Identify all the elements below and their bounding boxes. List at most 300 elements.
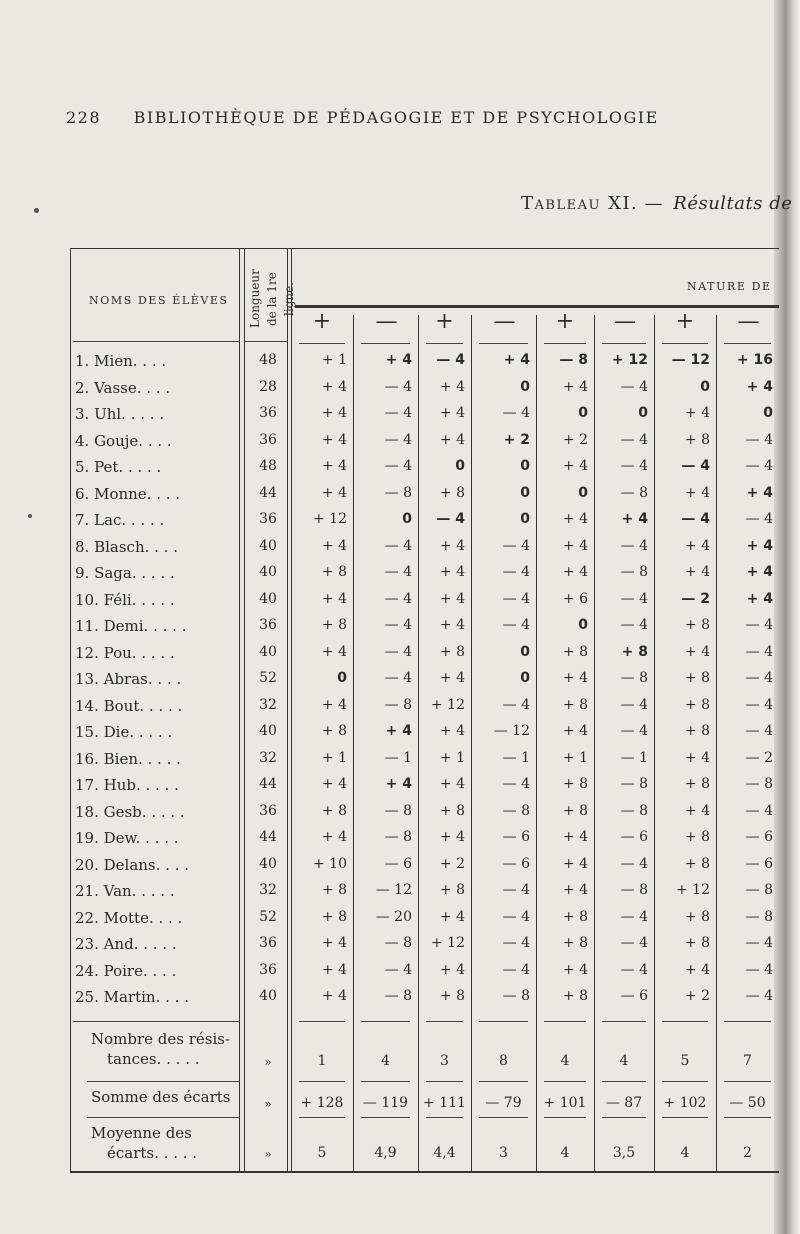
summary-value: 5 xyxy=(317,1144,327,1161)
sign-underline xyxy=(602,343,646,344)
deviation-value: — 8 xyxy=(502,802,530,819)
summary-value: 7 xyxy=(743,1052,752,1069)
summary-separator xyxy=(426,1081,463,1082)
page-number: 228 xyxy=(66,108,102,127)
column-rule xyxy=(594,315,595,1171)
deviation-value: — 2 xyxy=(745,749,773,766)
deviation-value: 0 xyxy=(520,511,530,527)
line-length-value: 36 xyxy=(259,802,277,819)
deviation-value: + 2 xyxy=(439,855,465,872)
summary-separator xyxy=(544,1081,586,1082)
student-name: 8. Blasch. . . . xyxy=(75,537,178,556)
summary-value: — 79 xyxy=(485,1094,522,1111)
line-length-value: 36 xyxy=(259,511,277,527)
deviation-value: — 4 xyxy=(745,802,773,819)
deviation-value: 0 xyxy=(578,405,588,421)
column-rule xyxy=(716,315,717,1171)
nature-group-bar xyxy=(295,305,779,308)
deviation-value: — 4 xyxy=(745,643,773,660)
deviation-value: + 4 xyxy=(684,537,710,554)
deviation-value: + 4 xyxy=(321,405,347,421)
student-name: 12. Pou. . . . . xyxy=(75,643,175,662)
summary-separator xyxy=(662,1081,708,1082)
student-name: 6. Monne. . . . xyxy=(75,484,181,503)
deviation-value: + 4 xyxy=(439,537,465,554)
deviation-value: — 4 xyxy=(502,776,530,792)
summary-separator xyxy=(299,1021,345,1022)
column-rule xyxy=(353,315,354,1171)
deviation-value: + 4 xyxy=(621,511,648,527)
deviation-value: + 12 xyxy=(431,696,465,713)
deviation-value: — 4 xyxy=(681,458,710,474)
deviation-value: — 4 xyxy=(681,511,710,527)
names-column-header: NOMS DES ÉLÈVES xyxy=(89,294,229,307)
deviation-value: — 4 xyxy=(745,935,773,951)
summary-separator xyxy=(479,1117,528,1118)
header-rule xyxy=(244,341,287,342)
summary-value: + 128 xyxy=(300,1094,344,1111)
line-length-value: 36 xyxy=(259,961,277,978)
deviation-value: + 8 xyxy=(321,617,347,633)
student-name: 4. Gouje. . . . xyxy=(75,431,172,450)
deviation-value: 0 xyxy=(520,484,530,501)
student-name: 22. Motte. . . . xyxy=(75,908,183,927)
student-name: 19. Dew. . . . . xyxy=(75,829,179,847)
summary-separator xyxy=(544,1021,586,1022)
deviation-value: — 8 xyxy=(502,988,530,1004)
column-rule xyxy=(471,315,472,1171)
deviation-value: + 4 xyxy=(684,643,710,660)
summary-value: 4 xyxy=(680,1144,690,1161)
summary-separator xyxy=(479,1021,528,1022)
student-name: 3. Uhl. . . . . xyxy=(75,405,165,423)
deviation-value: — 1 xyxy=(502,749,530,766)
line-length-value: 40 xyxy=(259,723,277,739)
summary-separator xyxy=(724,1021,771,1022)
deviation-value: + 4 xyxy=(562,723,588,739)
line-length-value: 36 xyxy=(259,431,277,448)
deviation-value: — 8 xyxy=(559,352,588,368)
deviation-value: + 8 xyxy=(321,802,347,819)
student-name: 7. Lac. . . . . xyxy=(75,511,165,529)
sign-header: + xyxy=(675,309,695,334)
deviation-value: + 4 xyxy=(439,908,465,925)
deviation-value: + 16 xyxy=(736,352,773,368)
deviation-value: + 8 xyxy=(684,776,710,792)
line-length-value: 32 xyxy=(259,882,277,898)
deviation-value: — 4 xyxy=(620,723,648,739)
deviation-value: + 12 xyxy=(313,511,347,527)
deviation-value: 0 xyxy=(402,511,412,527)
deviation-value: — 4 xyxy=(745,511,773,527)
deviation-value: — 4 xyxy=(620,696,648,713)
sign-underline xyxy=(361,343,410,344)
student-name: 16. Bien. . . . . xyxy=(75,749,181,768)
summary-label: écarts. . . . . xyxy=(107,1143,198,1162)
sign-underline xyxy=(479,343,528,344)
deviation-value: + 4 xyxy=(562,537,588,554)
deviation-value: — 4 xyxy=(384,961,412,978)
deviation-value: + 1 xyxy=(562,749,588,766)
deviation-value: + 4 xyxy=(562,378,588,395)
summary-separator xyxy=(724,1117,771,1118)
summary-value: 4 xyxy=(560,1052,570,1069)
summary-value: — 50 xyxy=(729,1094,766,1111)
deviation-value: + 12 xyxy=(431,935,465,951)
deviation-value: — 4 xyxy=(384,670,412,686)
length-column-header: Longueur de la 1re ligne. xyxy=(248,269,296,329)
summary-length-mark: » xyxy=(264,1054,272,1069)
deviation-value: — 8 xyxy=(620,802,648,819)
line-length-value: 36 xyxy=(259,935,277,951)
deviation-value: + 4 xyxy=(562,670,588,686)
sign-header: — xyxy=(375,309,398,334)
deviation-value: — 4 xyxy=(620,537,648,554)
deviation-value: + 12 xyxy=(676,882,710,898)
deviation-value: + 4 xyxy=(321,961,347,978)
deviation-value: + 12 xyxy=(611,352,648,368)
summary-separator xyxy=(73,1021,239,1022)
deviation-value: — 12 xyxy=(671,352,710,368)
deviation-value: — 4 xyxy=(620,458,648,474)
sign-underline xyxy=(299,343,345,344)
deviation-value: + 4 xyxy=(439,617,465,633)
deviation-value: + 4 xyxy=(439,776,465,792)
sign-header: + xyxy=(555,309,575,334)
deviation-value: + 4 xyxy=(321,988,347,1004)
summary-value: + 102 xyxy=(663,1094,707,1111)
deviation-value: + 4 xyxy=(321,378,347,395)
deviation-value: + 8 xyxy=(684,723,710,739)
deviation-value: + 4 xyxy=(321,935,347,951)
student-name: 1. Mien. . . . xyxy=(75,352,167,370)
sign-underline xyxy=(662,343,708,344)
deviation-value: + 6 xyxy=(562,590,588,607)
summary-separator xyxy=(602,1081,646,1082)
deviation-value: — 4 xyxy=(745,617,773,633)
sign-underline xyxy=(426,343,463,344)
summary-value: 1 xyxy=(317,1052,327,1069)
student-name: 10. Féli. . . . . xyxy=(75,590,175,609)
student-name: 23. And. . . . . xyxy=(75,935,177,953)
deviation-value: + 8 xyxy=(562,802,588,819)
summary-separator xyxy=(662,1021,708,1022)
deviation-value: + 4 xyxy=(684,405,710,421)
deviation-value: + 4 xyxy=(321,458,347,474)
deviation-value: + 8 xyxy=(321,723,347,739)
deviation-value: — 4 xyxy=(620,378,648,395)
deviation-value: + 2 xyxy=(562,431,588,448)
running-title: BIBLIOTHÈQUE DE PÉDAGOGIE ET DE PSYCHOLOGIE xyxy=(133,108,659,127)
summary-value: 4 xyxy=(560,1144,570,1161)
nature-column-header: NATURE DE xyxy=(687,280,772,293)
deviation-value: — 4 xyxy=(384,643,412,660)
summary-length-mark: » xyxy=(264,1096,272,1111)
deviation-value: — 8 xyxy=(384,829,412,845)
print-speck xyxy=(28,514,32,518)
table-caption xyxy=(521,193,792,214)
deviation-value: — 8 xyxy=(620,882,648,898)
sign-header: + xyxy=(312,309,332,334)
deviation-value: + 4 xyxy=(439,590,465,607)
deviation-value: + 4 xyxy=(321,590,347,607)
summary-value: 2 xyxy=(743,1144,752,1161)
line-length-value: 36 xyxy=(259,617,277,633)
summary-label: Moyenne des xyxy=(91,1123,192,1142)
summary-separator xyxy=(602,1021,646,1022)
deviation-value: 0 xyxy=(520,378,530,395)
deviation-value: — 20 xyxy=(375,908,412,925)
deviation-value: — 4 xyxy=(745,670,773,686)
deviation-value: — 8 xyxy=(620,564,648,580)
deviation-value: + 4 xyxy=(321,643,347,660)
deviation-value: + 8 xyxy=(684,855,710,872)
header-rule xyxy=(73,341,239,342)
deviation-value: + 4 xyxy=(684,564,710,580)
line-length-value: 40 xyxy=(259,590,277,607)
deviation-value: + 4 xyxy=(321,431,347,448)
deviation-value: + 4 xyxy=(439,405,465,421)
student-name: 2. Vasse. . . . xyxy=(75,378,171,397)
deviation-value: + 8 xyxy=(439,802,465,819)
deviation-value: — 4 xyxy=(502,617,530,633)
deviation-value: + 8 xyxy=(562,776,588,792)
deviation-value: + 4 xyxy=(684,749,710,766)
sign-header: + xyxy=(435,309,454,334)
line-length-value: 40 xyxy=(259,564,277,580)
deviation-value: — 8 xyxy=(745,882,773,898)
deviation-value: — 8 xyxy=(620,484,648,501)
deviation-value: + 8 xyxy=(321,564,347,580)
deviation-value: + 2 xyxy=(684,988,710,1004)
deviation-value: — 4 xyxy=(502,405,530,421)
deviation-value: 0 xyxy=(520,643,530,660)
deviation-value: — 4 xyxy=(502,882,530,898)
deviation-value: + 4 xyxy=(562,564,588,580)
deviation-value: — 6 xyxy=(502,829,530,845)
deviation-value: + 4 xyxy=(746,484,773,501)
summary-separator xyxy=(361,1117,410,1118)
line-length-value: 44 xyxy=(259,829,277,845)
student-name: 18. Gesb. . . . . xyxy=(75,802,185,821)
deviation-value: + 4 xyxy=(321,484,347,501)
summary-separator xyxy=(426,1021,463,1022)
deviation-value: + 8 xyxy=(439,484,465,501)
deviation-value: + 8 xyxy=(621,643,648,660)
line-length-value: 52 xyxy=(259,670,277,686)
deviation-value: + 4 xyxy=(746,537,773,554)
deviation-value: 0 xyxy=(455,458,465,474)
deviation-value: + 8 xyxy=(562,696,588,713)
deviation-value: + 4 xyxy=(439,378,465,395)
summary-separator xyxy=(361,1021,410,1022)
deviation-value: — 4 xyxy=(384,564,412,580)
deviation-value: + 8 xyxy=(321,908,347,925)
deviation-value: — 4 xyxy=(384,405,412,421)
summary-separator xyxy=(87,1117,239,1118)
sign-header: — xyxy=(737,309,760,334)
deviation-value: — 6 xyxy=(620,829,648,845)
deviation-value: + 4 xyxy=(439,670,465,686)
deviation-value: + 4 xyxy=(439,829,465,845)
deviation-value: + 4 xyxy=(321,829,347,845)
sign-header: — xyxy=(493,309,516,334)
deviation-value: + 1 xyxy=(439,749,465,766)
deviation-value: — 4 xyxy=(745,458,773,474)
summary-label: Somme des écarts xyxy=(91,1087,231,1106)
deviation-value: 0 xyxy=(763,405,773,421)
deviation-value: — 4 xyxy=(620,855,648,872)
sign-underline xyxy=(724,343,771,344)
deviation-value: — 8 xyxy=(745,776,773,792)
summary-value: + 111 xyxy=(423,1094,466,1111)
summary-separator xyxy=(87,1081,239,1082)
deviation-value: + 8 xyxy=(684,935,710,951)
sign-header: — xyxy=(614,309,636,334)
deviation-value: + 4 xyxy=(321,696,347,713)
summary-separator xyxy=(724,1081,771,1082)
deviation-value: + 8 xyxy=(684,431,710,448)
summary-value: + 101 xyxy=(543,1094,587,1111)
deviation-value: — 2 xyxy=(681,590,710,607)
student-name: 24. Poire. . . . xyxy=(75,961,177,980)
page-header xyxy=(66,108,659,127)
deviation-value: — 8 xyxy=(384,988,412,1004)
line-length-value: 44 xyxy=(259,776,277,792)
deviation-value: + 8 xyxy=(439,882,465,898)
deviation-value: — 8 xyxy=(384,696,412,713)
line-length-value: 40 xyxy=(259,643,277,660)
line-length-value: 40 xyxy=(259,988,277,1004)
deviation-value: + 8 xyxy=(439,643,465,660)
deviation-value: + 8 xyxy=(562,935,588,951)
line-length-value: 52 xyxy=(259,908,277,925)
deviation-value: + 1 xyxy=(321,352,347,368)
summary-separator xyxy=(602,1117,646,1118)
deviation-value: — 8 xyxy=(745,908,773,925)
deviation-value: + 8 xyxy=(684,617,710,633)
deviation-value: — 4 xyxy=(502,590,530,607)
rule-length-right-double xyxy=(291,249,292,1171)
deviation-value: — 4 xyxy=(384,458,412,474)
deviation-value: + 8 xyxy=(562,988,588,1004)
deviation-value: — 6 xyxy=(745,855,773,872)
results-table xyxy=(70,248,779,1173)
deviation-value: 0 xyxy=(638,405,648,421)
deviation-value: + 4 xyxy=(562,855,588,872)
line-length-value: 48 xyxy=(259,352,277,368)
deviation-value: 0 xyxy=(520,670,530,686)
column-rule xyxy=(536,315,537,1171)
deviation-value: + 4 xyxy=(321,537,347,554)
line-length-value: 32 xyxy=(259,749,277,766)
student-name: 25. Martin. . . . xyxy=(75,988,189,1006)
student-name: 15. Die. . . . . xyxy=(75,723,173,741)
deviation-value: — 4 xyxy=(620,908,648,925)
deviation-value: — 4 xyxy=(502,537,530,554)
deviation-value: + 4 xyxy=(684,961,710,978)
deviation-value: — 4 xyxy=(620,590,648,607)
summary-value: 4 xyxy=(381,1052,390,1069)
print-speck xyxy=(34,208,39,213)
student-name: 17. Hub. . . . . xyxy=(75,776,179,794)
deviation-value: + 4 xyxy=(684,484,710,501)
column-rule xyxy=(418,315,419,1171)
deviation-value: + 4 xyxy=(439,564,465,580)
deviation-value: — 4 xyxy=(745,988,773,1004)
student-name: 20. Delans. . . . xyxy=(75,855,190,874)
summary-length-mark: » xyxy=(264,1146,272,1161)
deviation-value: + 8 xyxy=(321,882,347,898)
deviation-value: + 4 xyxy=(385,352,412,368)
deviation-value: — 4 xyxy=(384,378,412,395)
deviation-value: — 4 xyxy=(620,935,648,951)
caption-label: Tableau XI. xyxy=(521,193,639,214)
deviation-value: 0 xyxy=(700,378,710,395)
deviation-value: 0 xyxy=(520,458,530,474)
deviation-value: — 6 xyxy=(620,988,648,1004)
deviation-value: — 8 xyxy=(384,935,412,951)
deviation-value: — 8 xyxy=(384,484,412,501)
summary-value: 8 xyxy=(499,1052,508,1069)
deviation-value: — 4 xyxy=(745,431,773,448)
deviation-value: — 1 xyxy=(620,749,648,766)
line-length-value: 36 xyxy=(259,405,277,421)
deviation-value: + 4 xyxy=(439,961,465,978)
deviation-value: + 4 xyxy=(562,458,588,474)
summary-separator xyxy=(361,1081,410,1082)
deviation-value: + 4 xyxy=(746,590,773,607)
deviation-value: + 4 xyxy=(684,802,710,819)
deviation-value: + 10 xyxy=(313,855,347,872)
deviation-value: + 4 xyxy=(385,723,412,739)
deviation-value: + 4 xyxy=(439,723,465,739)
deviation-value: — 8 xyxy=(620,670,648,686)
sign-underline xyxy=(544,343,586,344)
summary-separator xyxy=(662,1117,708,1118)
deviation-value: + 8 xyxy=(684,908,710,925)
deviation-value: + 8 xyxy=(684,670,710,686)
deviation-value: — 4 xyxy=(502,564,530,580)
deviation-value: — 4 xyxy=(384,590,412,607)
deviation-value: — 8 xyxy=(384,802,412,819)
column-rule xyxy=(654,315,655,1171)
deviation-value: — 4 xyxy=(745,723,773,739)
deviation-value: 0 xyxy=(578,617,588,633)
summary-separator xyxy=(479,1081,528,1082)
deviation-value: — 4 xyxy=(620,431,648,448)
summary-separator xyxy=(544,1117,586,1118)
summary-value: 4,4 xyxy=(433,1144,456,1161)
student-name: 9. Saga. . . . . xyxy=(75,564,175,582)
line-length-value: 48 xyxy=(259,458,277,474)
summary-value: 4 xyxy=(619,1052,629,1069)
summary-value: 3 xyxy=(440,1052,449,1069)
deviation-value: + 4 xyxy=(562,961,588,978)
deviation-value: — 4 xyxy=(745,961,773,978)
deviation-value: — 1 xyxy=(384,749,412,766)
student-name: 14. Bout. . . . . xyxy=(75,696,183,715)
deviation-value: — 8 xyxy=(620,776,648,792)
caption-title: Résultats de xyxy=(673,193,793,214)
summary-value: — 87 xyxy=(605,1094,643,1111)
deviation-value: + 8 xyxy=(562,908,588,925)
deviation-value: + 4 xyxy=(321,776,347,792)
deviation-value: + 4 xyxy=(746,564,773,580)
line-length-value: 44 xyxy=(259,484,277,501)
deviation-value: + 4 xyxy=(562,511,588,527)
summary-value: — 119 xyxy=(362,1094,409,1111)
